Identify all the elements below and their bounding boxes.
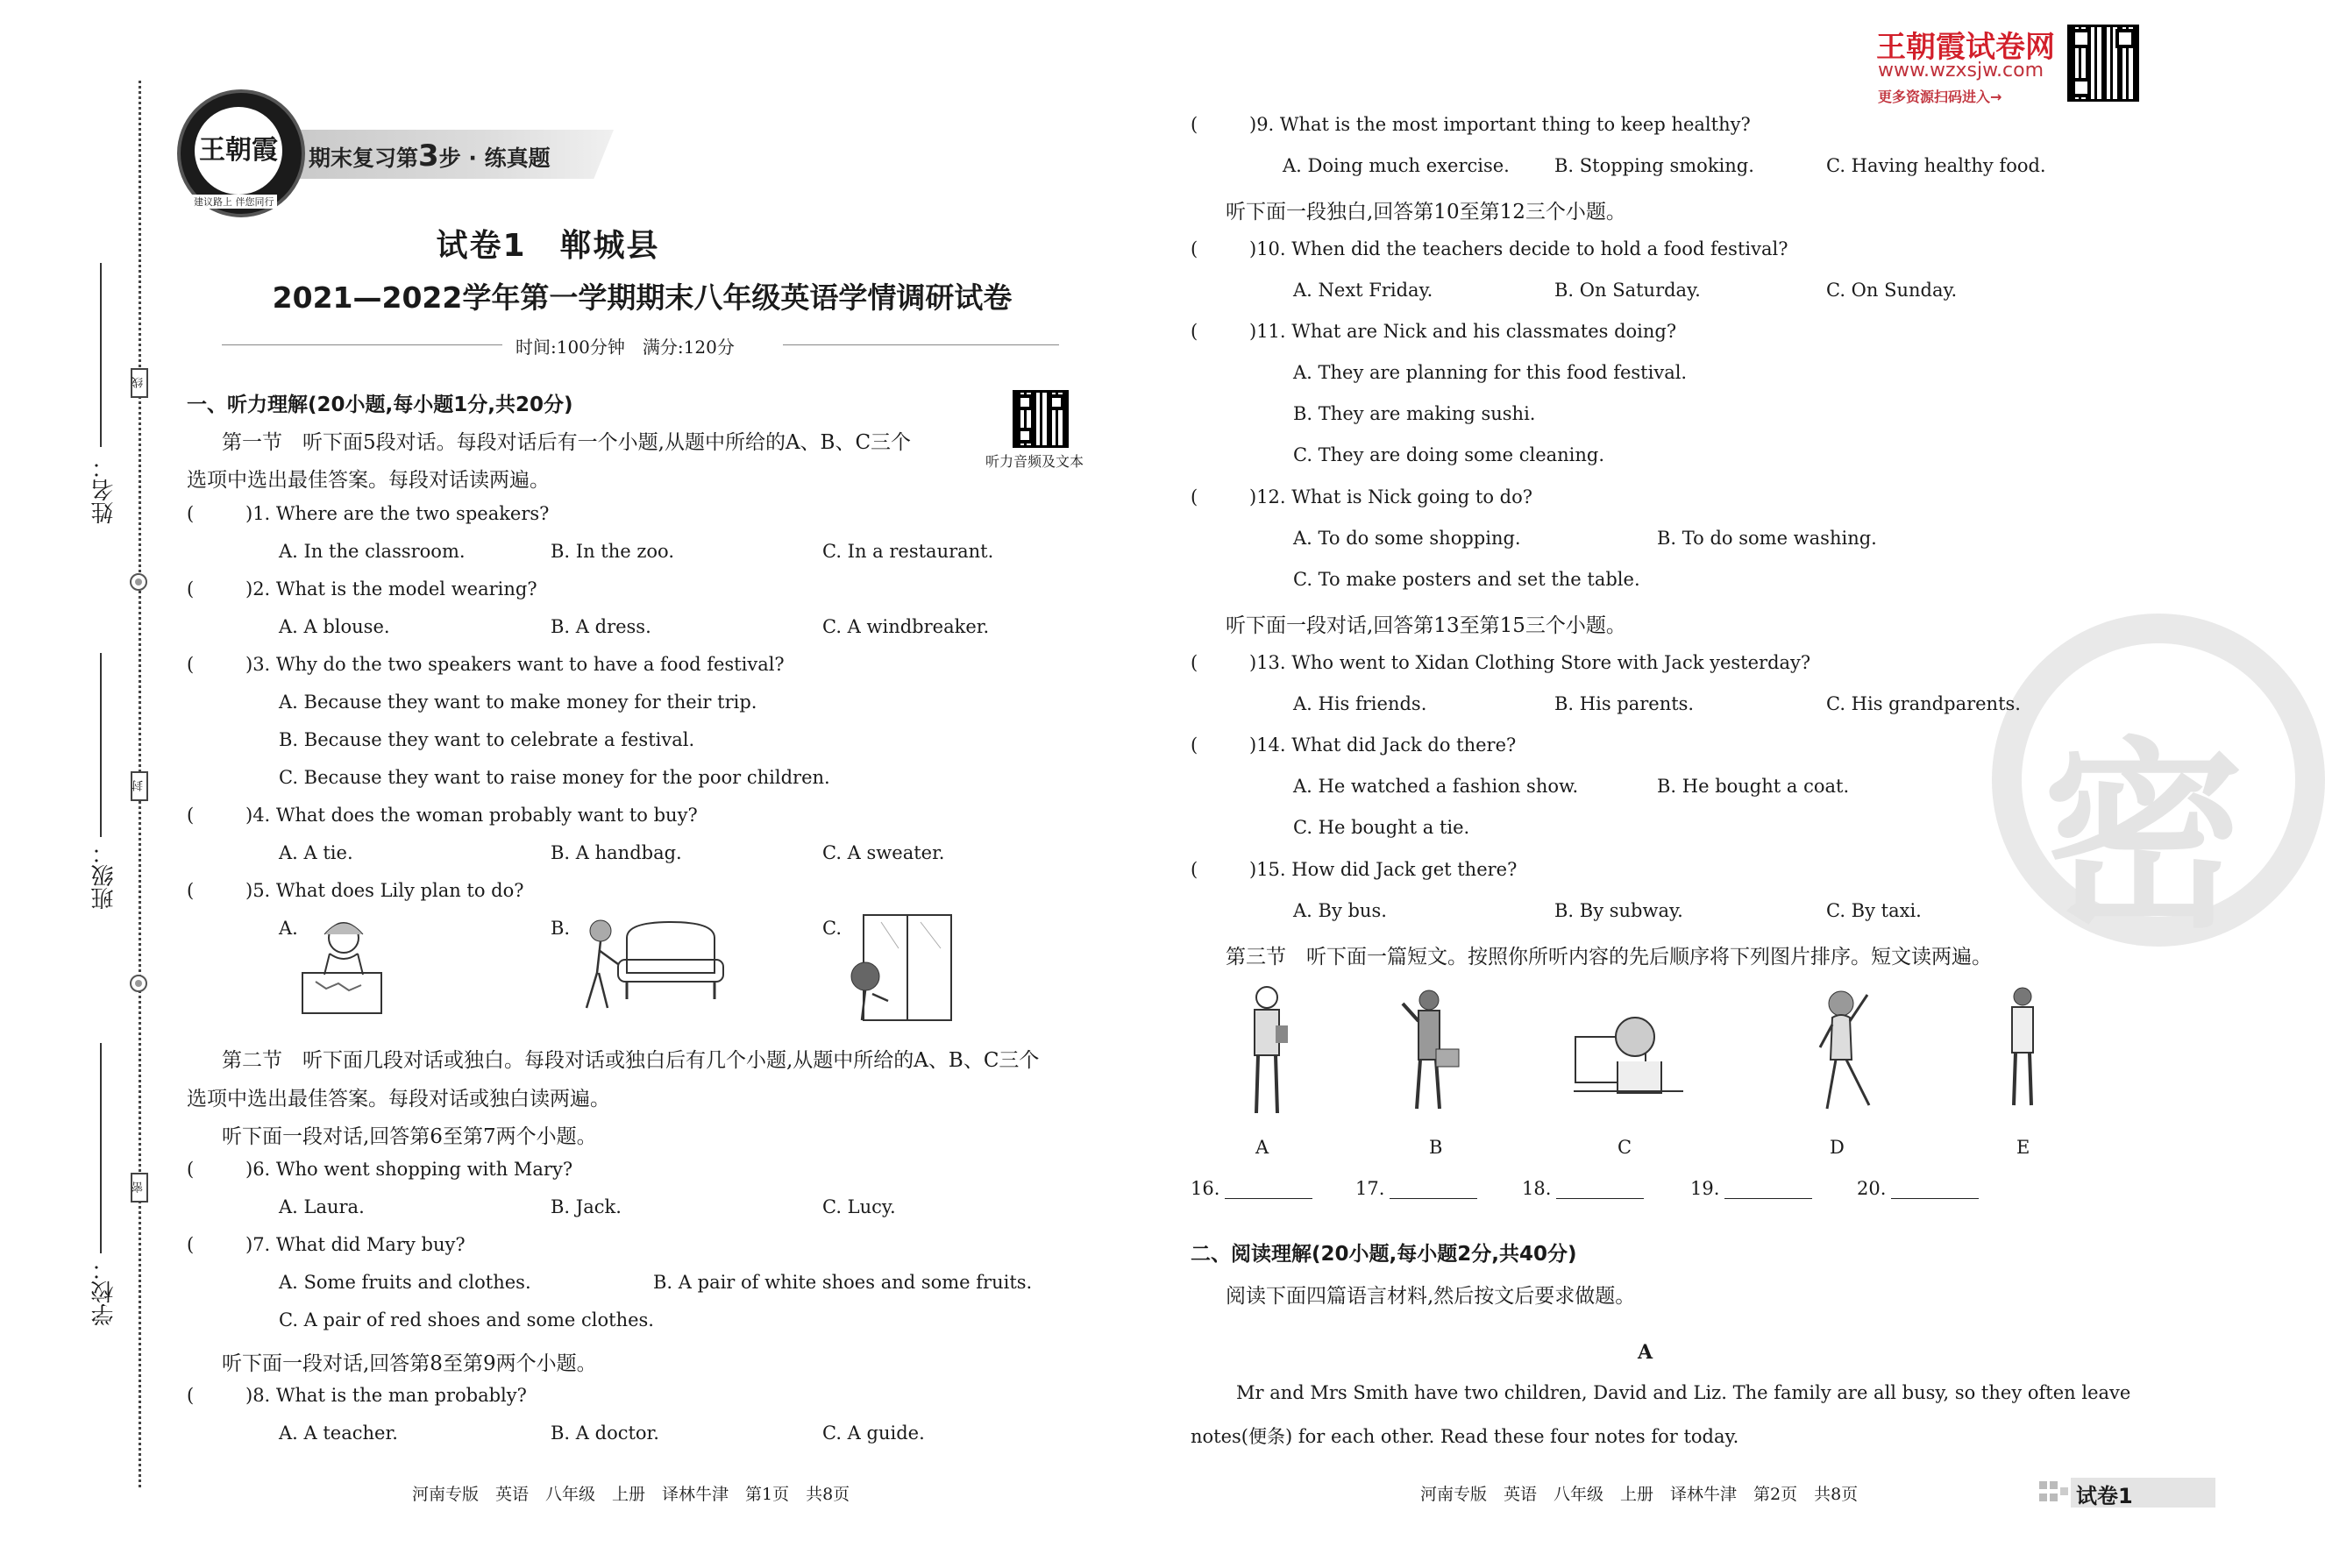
picture-c	[1574, 1012, 1683, 1096]
q3-option-a: A. Because they want to make money for their trip.	[279, 692, 757, 713]
answer-bracket[interactable]: (	[1191, 652, 1198, 673]
picture-d	[1806, 986, 1876, 1117]
question-8: )8. What is the man probably?	[245, 1385, 527, 1406]
q1-option-b: B. In the zoo.	[551, 541, 675, 562]
brand-url: www.wzxsjw.com	[1878, 60, 2044, 82]
exam-title: 试卷1 郸城县	[436, 228, 660, 264]
secret-watermark-char: 密	[2043, 721, 2245, 955]
q2-option-c: C. A windbreaker.	[822, 616, 990, 637]
question-11: )11. What are Nick and his classmates doing?	[1249, 321, 1677, 342]
q5-picture-a	[298, 913, 386, 1017]
passage-line-1: Mr and Mrs Smith have two children, David and Liz. The family are all busy, so they often leave	[1236, 1382, 2131, 1403]
answer-bracket[interactable]: (	[1191, 114, 1198, 135]
q11-option-a: A. They are planning for this food festival.	[1293, 362, 1688, 383]
q14-option-b: B. He bought a coat.	[1657, 776, 1850, 797]
picture-a	[1241, 982, 1293, 1122]
section1-heading: 一、听力理解(20小题,每小题1分,共20分)	[187, 394, 573, 416]
binding-ring-icon	[130, 573, 147, 591]
q5-option-c: C.	[822, 918, 842, 939]
q11-option-c: C. They are doing some cleaning.	[1293, 444, 1605, 465]
question-4: )4. What does the woman probably want to buy?	[245, 805, 698, 826]
answer-blank-19[interactable]: 19.	[1690, 1178, 1812, 1199]
picture-label-b: B	[1429, 1137, 1443, 1158]
q8-option-c: C. A guide.	[822, 1423, 925, 1444]
q14-option-a: A. He watched a fashion show.	[1293, 776, 1579, 797]
q10-option-a: A. Next Friday.	[1293, 280, 1433, 301]
q3-option-b: B. Because they want to celebrate a festival.	[279, 729, 695, 750]
answer-blank-18[interactable]: 18.	[1522, 1178, 1644, 1199]
q12-option-c: C. To make posters and set the table.	[1293, 569, 1640, 590]
answer-bracket[interactable]: (	[1191, 859, 1198, 880]
section2-intro: 阅读下面四篇语言材料,然后按文后要求做题。	[1226, 1285, 1636, 1308]
q3-option-c: C. Because they want to raise money for the poor children.	[279, 767, 830, 788]
q1-option-a: A. In the classroom.	[279, 541, 466, 562]
q7-option-b: B. A pair of white shoes and some fruits.	[653, 1272, 1033, 1293]
time-score-info: 时间:100分钟 满分:120分	[515, 337, 735, 358]
school-label: 学校：	[91, 1258, 117, 1326]
q10-option-c: C. On Sunday.	[1826, 280, 1958, 301]
name-label: 姓名：	[91, 456, 117, 524]
answer-blank-17[interactable]: 17.	[1355, 1178, 1477, 1199]
seal-mark-seal: 封	[131, 771, 148, 801]
section2-heading: 二、阅读理解(20小题,每小题2分,共40分)	[1191, 1243, 1577, 1266]
answer-bracket[interactable]: (	[187, 805, 195, 826]
passage-line-2: notes(便条) for each other. Read these four notes for today.	[1191, 1426, 1739, 1447]
q14-option-c: C. He bought a tie.	[1293, 817, 1470, 838]
q4-option-c: C. A sweater.	[822, 842, 945, 863]
question-9: )9. What is the most important thing to keep healthy?	[1249, 114, 1751, 135]
q8-option-b: B. A doctor.	[551, 1423, 659, 1444]
q5-option-a: A.	[279, 918, 298, 939]
q13-option-c: C. His grandparents.	[1826, 693, 2021, 714]
picture-label-c: C	[1618, 1137, 1632, 1158]
q9-option-a: A. Doing much exercise.	[1283, 155, 1510, 176]
q15-option-c: C. By taxi.	[1826, 900, 1922, 921]
q15-option-a: A. By bus.	[1293, 900, 1387, 921]
q7-option-a: A. Some fruits and clothes.	[279, 1272, 531, 1293]
q5-picture-c	[846, 913, 956, 1023]
brand-scan-text: 更多资源扫码进入→	[1878, 89, 2002, 105]
q8-option-a: A. A teacher.	[279, 1423, 398, 1444]
answer-bracket[interactable]: (	[1191, 321, 1198, 342]
q9-option-b: B. Stopping smoking.	[1554, 155, 1754, 176]
q1-option-c: C. In a restaurant.	[822, 541, 994, 562]
question-7: )7. What did Mary buy?	[245, 1234, 466, 1255]
q9-option-c: C. Having healthy food.	[1826, 155, 2046, 176]
q6-option-b: B. Jack.	[551, 1196, 622, 1217]
q2-option-a: A. A blouse.	[279, 616, 390, 637]
picture-b	[1394, 986, 1464, 1117]
footer-left: 河南专版 英语 八年级 上册 译林牛津 第1页 共8页	[412, 1485, 850, 1504]
part2-instruction: 第二节 听下面几段对话或独白。每段对话或独白后有几个小题,从题中所给的A、B、C三个	[222, 1049, 1040, 1072]
q4-option-b: B. A handbag.	[551, 842, 682, 863]
q6-option-a: A. Laura.	[279, 1196, 365, 1217]
question-14: )14. What did Jack do there?	[1249, 734, 1517, 756]
q5-picture-b	[574, 912, 723, 1017]
q15-option-b: B. By subway.	[1554, 900, 1683, 921]
q5-option-b: B.	[551, 918, 571, 939]
picture-e	[2003, 986, 2042, 1109]
listening-qr-code[interactable]	[1013, 390, 1069, 448]
answer-blank-20[interactable]: 20.	[1857, 1178, 1979, 1199]
q2-option-b: B. A dress.	[551, 616, 651, 637]
question-5: )5. What does Lily plan to do?	[245, 880, 524, 901]
qr-caption: 听力音频及文本	[985, 453, 1084, 470]
intro-10-12: 听下面一段独白,回答第10至第12三个小题。	[1226, 201, 1626, 223]
answer-blank-16[interactable]: 16.	[1191, 1178, 1312, 1199]
q11-option-b: B. They are making sushi.	[1293, 403, 1536, 424]
exam-subtitle: 2021—2022学年第一学期期末八年级英语学情调研试卷	[272, 280, 1013, 315]
answer-bracket[interactable]: (	[187, 1234, 195, 1255]
question-12: )12. What is Nick going to do?	[1249, 486, 1532, 507]
answer-bracket[interactable]: (	[187, 1385, 195, 1406]
part3-instruction: 第三节 听下面一篇短文。按照你所听内容的先后顺序将下列图片排序。短文读两遍。	[1226, 946, 1992, 968]
intro-6-7: 听下面一段对话,回答第6至第7两个小题。	[222, 1125, 597, 1148]
picture-label-d: D	[1830, 1137, 1845, 1158]
q13-option-a: A. His friends.	[1293, 693, 1427, 714]
q7-option-c: C. A pair of red shoes and some clothes.	[279, 1309, 654, 1330]
q12-option-a: A. To do some shopping.	[1293, 528, 1521, 549]
q12-option-b: B. To do some washing.	[1657, 528, 1877, 549]
logo-text: 王朝霞	[195, 107, 282, 195]
part1-instruction-cont: 选项中选出最佳答案。每段对话读两遍。	[187, 469, 550, 492]
paper-tab-label: 试卷1	[2076, 1484, 2133, 1508]
question-6: )6. Who went shopping with Mary?	[245, 1159, 573, 1180]
class-blank	[100, 653, 102, 837]
picture-label-a: A	[1255, 1137, 1269, 1158]
q4-option-a: A. A tie.	[279, 842, 353, 863]
q10-option-b: B. On Saturday.	[1554, 280, 1701, 301]
footer-right: 河南专版 英语 八年级 上册 译林牛津 第2页 共8页	[1420, 1485, 1859, 1504]
answer-bracket[interactable]: (	[187, 654, 195, 675]
question-2: )2. What is the model wearing?	[245, 578, 537, 600]
brand-qr-code[interactable]	[2067, 25, 2139, 102]
answer-bracket[interactable]: (	[187, 578, 195, 600]
answer-bracket[interactable]: (	[187, 1159, 195, 1180]
question-15: )15. How did Jack get there?	[1249, 859, 1518, 880]
part1-instruction: 第一节 听下面5段对话。每段对话后有一个小题,从题中所给的A、B、C三个	[222, 431, 912, 454]
answer-bracket[interactable]: (	[187, 503, 195, 524]
logo-motto: 建议路上 伴您同行	[191, 195, 277, 209]
question-1: )1. Where are the two speakers?	[245, 503, 550, 524]
picture-label-e: E	[2016, 1137, 2030, 1158]
review-banner-text: 期末复习第3步 · 练真题	[309, 138, 551, 174]
school-blank	[100, 1043, 102, 1253]
answer-bracket[interactable]: (	[1191, 238, 1198, 259]
seal-mark-line: 线	[131, 368, 148, 398]
q13-option-b: B. His parents.	[1554, 693, 1695, 714]
binding-ring-icon	[130, 975, 147, 992]
question-13: )13. Who went to Xidan Clothing Store with Jack yesterday?	[1249, 652, 1811, 673]
passage-label: A	[1638, 1341, 1653, 1364]
answer-bracket[interactable]: (	[1191, 734, 1198, 756]
answer-bracket[interactable]: (	[187, 880, 195, 901]
brand-name: 王朝霞试卷网	[1876, 30, 2055, 65]
q6-option-c: C. Lucy.	[822, 1196, 896, 1217]
answer-bracket[interactable]: (	[1191, 486, 1198, 507]
question-3: )3. Why do the two speakers want to have a food festival?	[245, 654, 785, 675]
seal-mark-secret: 密	[131, 1173, 148, 1203]
intro-8-9: 听下面一段对话,回答第8至第9两个小题。	[222, 1352, 597, 1375]
intro-13-15: 听下面一段对话,回答第13至第15三个小题。	[1226, 614, 1626, 637]
part2-instruction-cont: 选项中选出最佳答案。每段对话或独白读两遍。	[187, 1088, 610, 1110]
question-10: )10. When did the teachers decide to hold a food festival?	[1249, 238, 1788, 259]
class-label: 班级：	[91, 841, 117, 910]
